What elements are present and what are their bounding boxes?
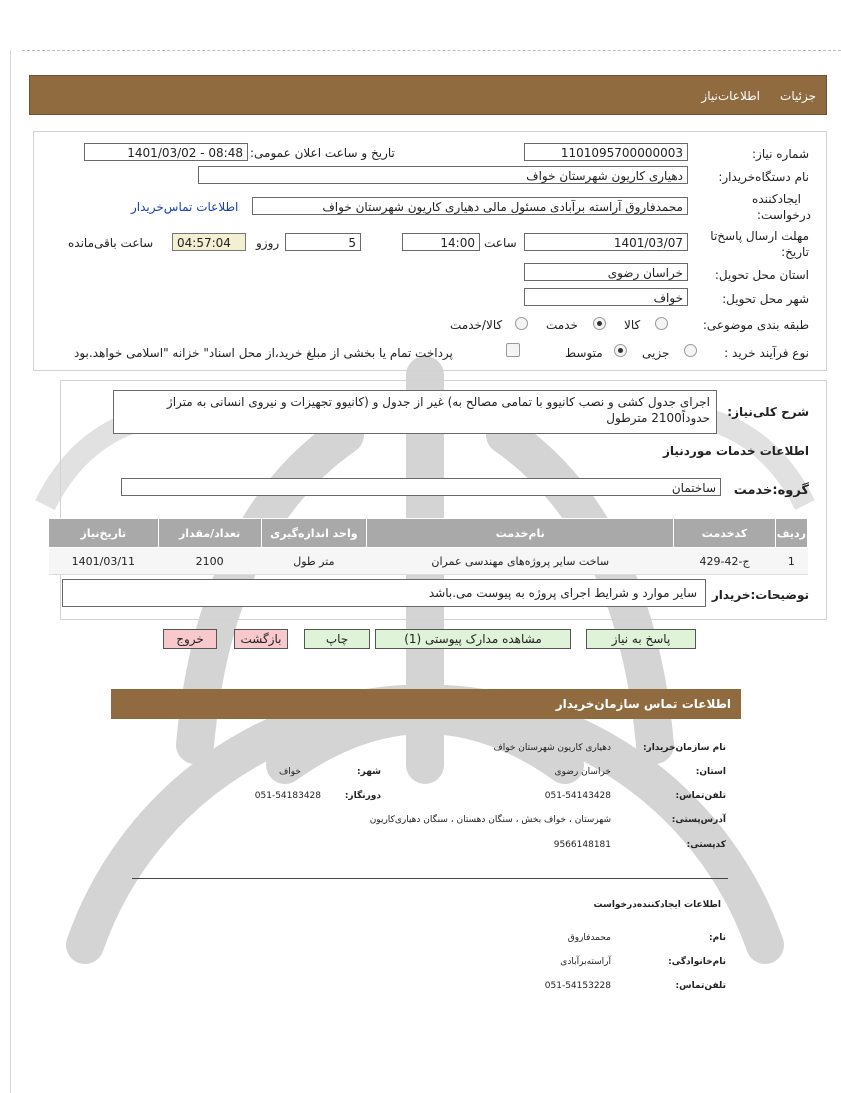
services-table (48, 518, 808, 575)
creator-family-value: آراسته‌برآبادی (560, 957, 611, 967)
treasury-payment-note: پرداخت تمام یا بخشی از مبلغ خرید،از محل اسناد" خزانه "اسلامی خواهد.بود (74, 346, 453, 360)
col-date: تاریخ‌نیاز (49, 519, 159, 548)
service-group-field: ساختمان (121, 478, 721, 496)
cell-unit: متر طول (261, 548, 367, 575)
postal-value: 9566148181 (553, 840, 611, 850)
services-table-header (49, 519, 808, 548)
cell-code: ج-42-429 (674, 548, 775, 575)
days-field: 5 (285, 233, 361, 251)
phone-value: 051-54143428 (544, 791, 611, 801)
creator-phone-value: 051-54153228 (544, 981, 611, 991)
description-field (113, 390, 717, 434)
creator-label-1: ایجادکننده (752, 192, 801, 206)
phone-label: تلفن‌تماس: (675, 791, 726, 801)
province-field: خراسان رضوی (524, 263, 688, 281)
creator-label-2: درخواست: (757, 208, 811, 222)
deadline-time-field: 14:00 (402, 233, 480, 251)
address-label: آدرس‌پستی: (671, 815, 726, 825)
tab-need-info[interactable]: اطلاعات‌نیاز (701, 89, 760, 103)
time-label: ساعت (484, 236, 517, 250)
contact-province-value: خراسان رضوی (554, 767, 611, 777)
contact-header-bar (111, 689, 741, 719)
category-goods-label: کالا (624, 318, 641, 332)
announce-label: تاریخ و ساعت اعلان عمومی: (250, 146, 395, 160)
province-label: استان محل تحویل: (714, 268, 809, 282)
col-unit: واحد اندازه‌گیری (261, 519, 367, 548)
announce-field: 1401/03/02 - 08:48 (84, 143, 248, 161)
respond-button[interactable]: پاسخ به نیاز (586, 629, 696, 649)
creator-name-value: محمدفاروق (567, 933, 611, 943)
treasury-payment-checkbox[interactable] (506, 343, 520, 357)
exit-button[interactable]: خروج (163, 629, 217, 649)
description-line-1: اجرای جدول کشی و نصب کانیوو با تمامی مصالح به) غیر از جدول و (کانیوو تجهیزات و نیروی انسانی به متراژ (166, 395, 710, 409)
description-line-2: حدوداً2100 مترطول (606, 411, 710, 425)
table-row (49, 548, 808, 575)
cell-date: 1401/03/11 (49, 548, 159, 575)
creator-info-header: اطلاعات ایجادکننده‌درخواست (593, 900, 721, 910)
creator-field: محمدفاروق آراسته برآبادی مسئول مالی دهیاری کاریون شهرستان خواف (252, 197, 688, 215)
process-medium-radio[interactable] (614, 344, 627, 357)
services-heading: اطلاعات خدمات موردنیاز (662, 444, 809, 458)
cell-name: ساخت سایر پروژه‌های مهندسی عمران (367, 548, 674, 575)
col-code: کدخدمت (674, 519, 775, 548)
org-value: دهیاری کاریون شهرستان خواف (493, 743, 611, 753)
buyer-org-field: دهیاری کاریون شهرستان خواف (198, 166, 688, 184)
category-label: طبقه بندی موضوعی: (702, 318, 809, 332)
address-value: شهرستان ، خواف بخش ، سنگان دهستان ، سنگان دهیاری‌کاریون (369, 815, 611, 825)
city-label: شهر محل تحویل: (722, 292, 809, 306)
category-goods-radio[interactable] (655, 317, 668, 330)
deadline-date-field: 1401/03/07 (524, 233, 688, 251)
need-number-field: 1101095700000003 (524, 143, 688, 161)
tab-details[interactable]: جزئیات (780, 89, 816, 103)
category-service-radio[interactable] (593, 317, 606, 330)
contact-header-title: اطلاعات تماس سازمان‌خریدار (555, 697, 731, 711)
contact-separator (132, 878, 728, 879)
buyer-org-label: نام دستگاه‌خریدار: (718, 170, 809, 184)
contact-city-value: خواف (278, 767, 301, 777)
creator-family-label: نام‌خانوادگی: (668, 957, 726, 967)
remaining-time-field: 04:57:04 (172, 233, 246, 251)
process-minor-radio[interactable] (684, 344, 697, 357)
postal-label: کدپستی: (686, 840, 726, 850)
cell-qty: 2100 (158, 548, 261, 575)
category-goods-service-radio[interactable] (515, 317, 528, 330)
col-qty: تعداد/مقدار (158, 519, 261, 548)
process-medium-label: متوسط (565, 346, 603, 360)
creator-phone-label: تلفن‌تماس: (675, 981, 726, 991)
buyer-notes-field: سایر موارد و شرایط اجرای پروژه به پیوست می.باشد (62, 579, 706, 607)
days-label: روزو (256, 236, 280, 250)
buyer-notes-label: توضیحات:خریدار (711, 588, 809, 602)
creator-name-label: نام: (709, 933, 726, 943)
category-goods-service-label: کالا/خدمت (450, 318, 503, 332)
back-button[interactable]: بازگشت (234, 629, 288, 649)
need-number-label: شماره نیاز: (752, 147, 809, 161)
deadline-label-1: مهلت ارسال پاسخ‌تا (710, 229, 809, 243)
details-header-bar (29, 75, 827, 115)
process-label: نوع فرآیند خرید : (724, 346, 809, 360)
col-name: نام‌خدمت (367, 519, 674, 548)
top-divider (22, 50, 841, 51)
fax-label: دورنگار: (344, 791, 381, 801)
attachments-button[interactable]: مشاهده مدارک پیوستی (1) (375, 629, 571, 649)
cell-index: 1 (775, 548, 807, 575)
fax-value: 051-54183428 (254, 791, 321, 801)
col-index: ردیف (775, 519, 807, 548)
contact-province-label: استان: (695, 767, 726, 777)
category-service-label: خدمت (546, 318, 578, 332)
deadline-label-2: تاریخ: (781, 245, 809, 259)
contact-city-label: شهر: (357, 767, 381, 777)
left-border (10, 50, 11, 1093)
service-group-label: گروه:خدمت (733, 483, 809, 498)
print-button[interactable]: چاپ (304, 629, 370, 649)
buyer-contact-link[interactable]: اطلاعات تماس‌خریدار (131, 200, 239, 214)
process-minor-label: جزیی (642, 346, 670, 360)
remaining-label: ساعت باقی‌مانده (68, 236, 154, 250)
city-field: خواف (524, 288, 688, 306)
org-label: نام سازمان‌خریدار: (642, 743, 726, 753)
description-label: شرح کلی‌نیاز: (727, 405, 809, 419)
